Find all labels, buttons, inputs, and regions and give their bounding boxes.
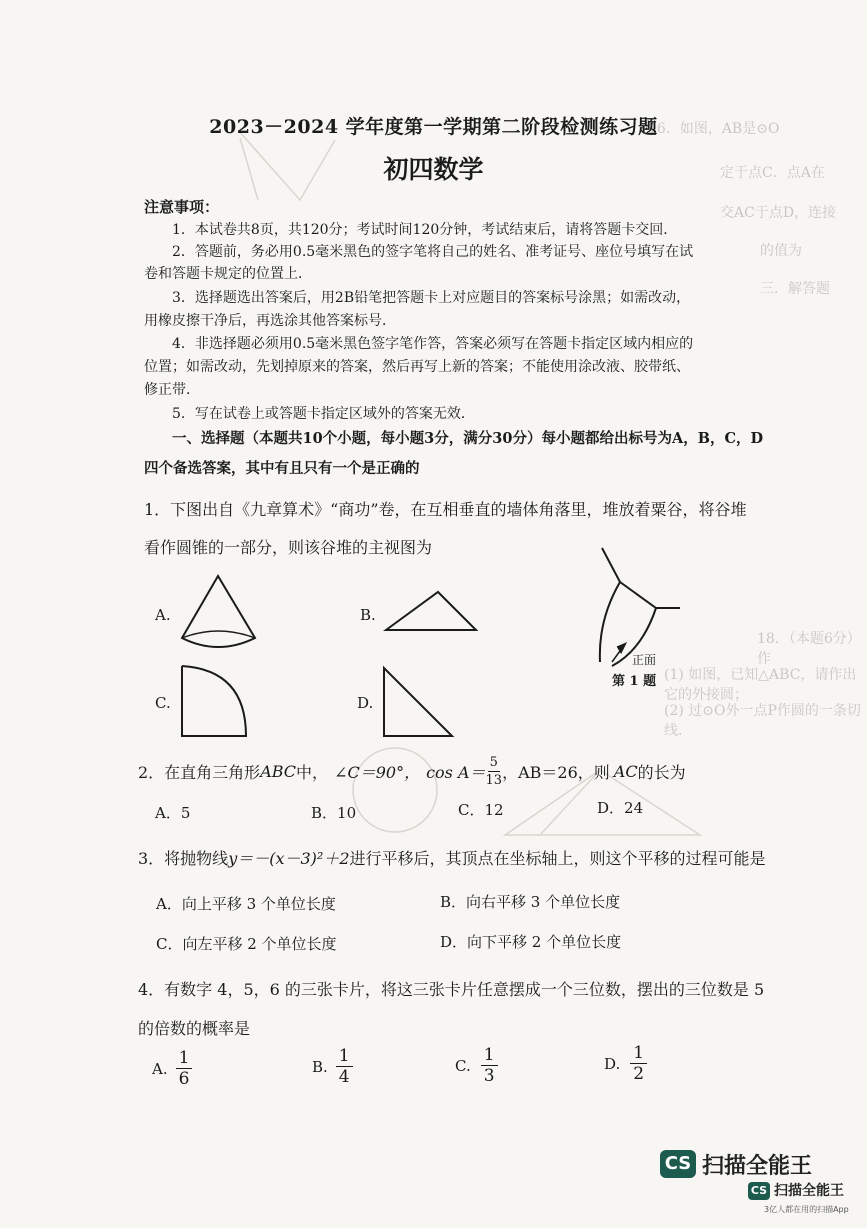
bleed-text: 交AC于点D，连接 bbox=[720, 205, 837, 221]
q3-prefix: 3．将抛物线 bbox=[138, 849, 229, 868]
scanner-logo-small-icon: CS bbox=[748, 1182, 770, 1200]
q3-suffix: 进行平移后，其顶点在坐标轴上，则这个平移的过程可能是 bbox=[349, 849, 766, 868]
frac-den: 4 bbox=[338, 1067, 350, 1087]
q2-suffix: 的长为 bbox=[637, 763, 686, 782]
q3-option-c: C．向左平移 2 个单位长度 bbox=[156, 935, 337, 953]
notice-line: 5．写在试卷上或答题卡指定区域外的答案无效． bbox=[172, 406, 475, 422]
q4-fraction bbox=[481, 1045, 498, 1086]
q1-option-a: A. bbox=[155, 606, 171, 624]
q4-fraction bbox=[630, 1043, 647, 1084]
q4-option-a bbox=[152, 1048, 192, 1089]
q2-ac: AC bbox=[613, 762, 638, 781]
q1-front-label: 正面 bbox=[632, 653, 657, 667]
q2-frac-num: 5 bbox=[489, 755, 498, 770]
q2-frac-den: 13 bbox=[485, 773, 503, 788]
scanner-brand: 扫描全能王 bbox=[702, 1154, 813, 1179]
question-4-text: 4．有数字 4，5，6 的三张卡片，将这三张卡片任意摆成一个三位数，摆出的三位数是 5 bbox=[138, 980, 765, 999]
q2-option-a: A．5 bbox=[155, 804, 191, 822]
frac-num: 1 bbox=[176, 1048, 193, 1069]
frac-num: 1 bbox=[481, 1045, 498, 1066]
option-d-right-triangle-figure bbox=[384, 668, 452, 736]
q2-prefix: 2．在直角三角形 bbox=[138, 763, 261, 782]
question-1-text: 看作圆锥的一部分，则该谷堆的主视图为 bbox=[144, 538, 433, 557]
scanner-tagline: 3亿人都在用的扫描App bbox=[764, 1205, 849, 1214]
q1-figure-caption: 第 1 题 bbox=[612, 674, 657, 689]
q4-option-label: C. bbox=[455, 1056, 471, 1075]
notice-heading: 注意事项： bbox=[144, 198, 220, 216]
exam-subtitle: 初四数学 bbox=[383, 155, 484, 184]
exam-title: 2023－2024 学年度第一学期第二阶段检测练习题 bbox=[209, 116, 658, 138]
notice-line: 1．本试卷共8页，共120分；考试时间120分钟，考试结束后，请将答题卡交回． bbox=[172, 222, 678, 238]
q3-option-b: B．向右平移 3 个单位长度 bbox=[440, 893, 621, 911]
q2-option-b: B．10 bbox=[311, 804, 357, 822]
q4-option-c bbox=[455, 1045, 498, 1086]
notice-line: 卷和答题卡规定的位置上． bbox=[144, 266, 312, 282]
question-1-text: 1．下图出自《九章算术》“商功”卷，在互相垂直的墙体角落里，堆放着粟谷，将谷堆 bbox=[144, 500, 747, 519]
bleed-text: (2) 过⊙O外一点P作圆的一条切线． bbox=[664, 703, 861, 739]
option-a-cone-figure bbox=[182, 576, 255, 647]
q3-formula: y＝－(x－3)²＋2 bbox=[228, 849, 350, 868]
q4-fraction bbox=[176, 1048, 193, 1089]
scanner-brand-small: 扫描全能王 bbox=[774, 1183, 844, 1199]
scanner-logo-icon: CS bbox=[660, 1150, 696, 1178]
notice-line: 修正带． bbox=[144, 382, 200, 398]
q3-option-a: A．向上平移 3 个单位长度 bbox=[156, 895, 336, 913]
q1-option-d: D. bbox=[357, 694, 374, 712]
notice-line: 2．答题前，务必用0.5毫米黑色的签字笔将自己的姓名、准考证号、座位号填写在试 bbox=[172, 244, 694, 260]
q2-option-c: C．12 bbox=[458, 801, 504, 819]
q2-mid: 中， bbox=[296, 763, 329, 782]
q4-fraction bbox=[336, 1046, 353, 1087]
notice-line: 用橡皮擦干净后，再选涂其他答案标号． bbox=[144, 313, 396, 329]
bleed-text: 的值为 bbox=[760, 243, 802, 259]
frac-den: 6 bbox=[178, 1069, 190, 1089]
frac-num: 1 bbox=[336, 1046, 353, 1067]
bleed-text: 18．（本题6分）作 bbox=[757, 631, 861, 667]
question-4-text: 的倍数的概率是 bbox=[138, 1019, 251, 1038]
frac-den: 2 bbox=[633, 1064, 645, 1084]
section-heading: 一、选择题（本题共10个小题，每小题3分，满分30分）每小题都给出标号为A，B，C，D bbox=[172, 430, 764, 447]
q4-option-b bbox=[312, 1046, 353, 1087]
q4-option-label: D. bbox=[604, 1054, 621, 1073]
q4-option-label: A. bbox=[152, 1059, 168, 1078]
section-heading-cont: 四个备选答案，其中有且只有一个是正确的 bbox=[144, 460, 420, 477]
q3-option-d: D．向下平移 2 个单位长度 bbox=[440, 933, 622, 951]
question-3-text bbox=[138, 846, 766, 869]
q2-fraction bbox=[486, 754, 503, 789]
frac-den: 3 bbox=[483, 1066, 495, 1086]
option-c-quarter-circle-figure bbox=[182, 666, 246, 736]
notice-line: 4．非选择题必须用0.5毫米黑色签字笔作答，答案必须写在答题卡指定区域内相应的 bbox=[172, 336, 694, 352]
q2-ab: ，AB＝26，则 bbox=[502, 763, 610, 782]
q1-reference-figure bbox=[602, 548, 680, 608]
option-b-triangle-figure bbox=[386, 592, 476, 630]
q2-cos: cos A＝ bbox=[426, 763, 486, 782]
q2-angle: ∠C＝90°， bbox=[334, 763, 421, 782]
q1-option-c: C. bbox=[155, 694, 171, 712]
q4-option-label: B. bbox=[312, 1057, 328, 1076]
q2-triangle: ABC bbox=[260, 762, 297, 781]
bleed-text: (1) 如图，已知△ABC，请作出它的外接圆； bbox=[664, 667, 857, 703]
bleed-text: 定于点C．点A在 bbox=[720, 165, 825, 181]
notice-line: 3．选择题选出答案后，用2B铅笔把答题卡上对应题目的答案标号涂黑；如需改动， bbox=[172, 290, 691, 306]
q2-option-d: D．24 bbox=[597, 799, 644, 817]
frac-num: 1 bbox=[630, 1043, 647, 1064]
q1-option-b: B. bbox=[360, 606, 376, 624]
q4-option-d bbox=[604, 1043, 647, 1084]
question-2-text bbox=[138, 754, 686, 789]
notice-line: 位置；如需改动，先划掉原来的答案，然后再写上新的答案；不能使用涂改液、胶带纸、 bbox=[144, 359, 690, 375]
bleed-text: 16．如图，AB是⊙O bbox=[648, 121, 780, 137]
bleed-text: 三．解答题 bbox=[760, 281, 830, 297]
